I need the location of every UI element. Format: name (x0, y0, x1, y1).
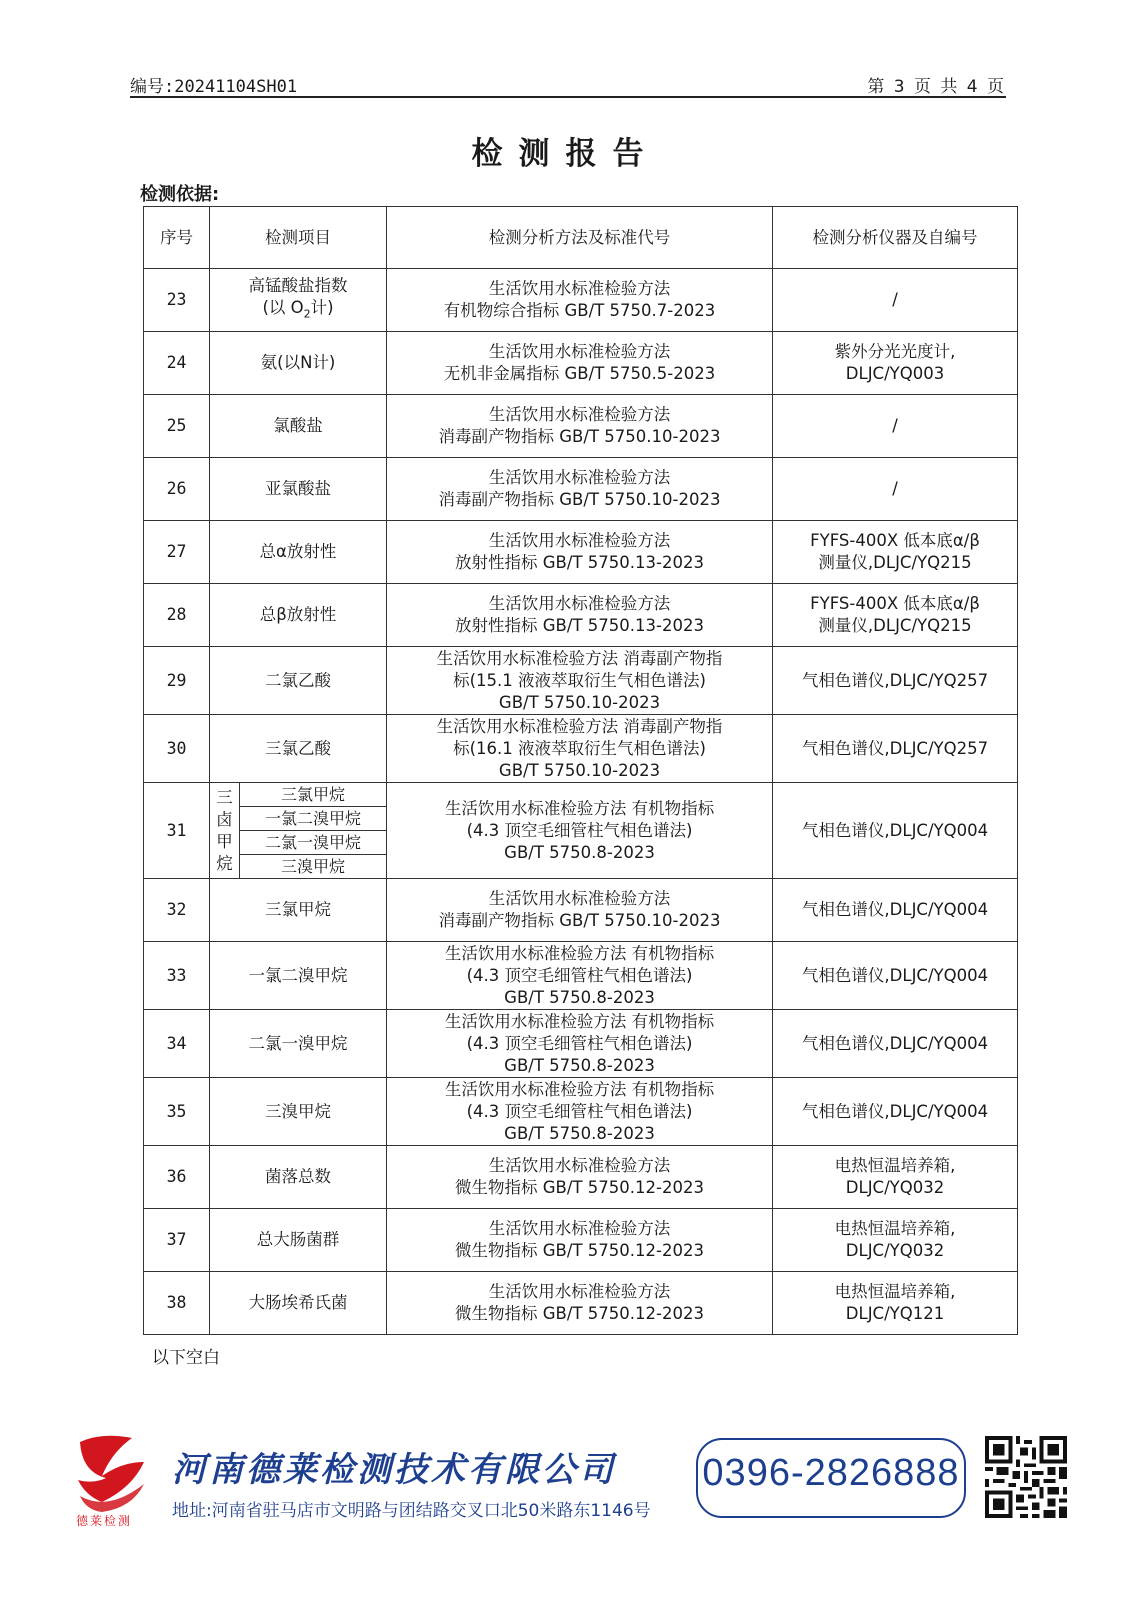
method-line: 标(16.1 液液萃取衍生气相色谱法) (453, 738, 706, 758)
method-line: 生活饮用水标准检验方法 (488, 1282, 671, 1301)
row-no: 35 (144, 1078, 210, 1146)
method-line: 无机非金属指标 GB/T 5750.5-2023 (443, 364, 716, 383)
company-phone: 0396-2826888 (702, 1452, 960, 1494)
blank-note: 以下空白 (152, 1348, 220, 1368)
row-instrument (773, 269, 1018, 332)
method-line: 微生物指标 GB/T 5750.12-2023 (455, 1178, 704, 1197)
row-item: 大肠埃希氏菌 (210, 1272, 387, 1335)
row-method (387, 1010, 773, 1078)
table-row (144, 1209, 1018, 1272)
method-line: 放射性指标 GB/T 5750.13-2023 (455, 553, 704, 572)
method-line: 生活饮用水标准检验方法 (488, 342, 671, 361)
table-row (144, 332, 1018, 395)
instrument-line: DLJC/YQ003 (845, 364, 945, 383)
instrument-line: FYFS-400X 低本底α/β (810, 594, 980, 613)
instrument-line: 电热恒温培养箱, (834, 1282, 956, 1301)
item-line: 高锰酸盐指数 (248, 275, 348, 295)
row-item: 总大肠菌群 (210, 1209, 387, 1272)
page-info: 第 3 页 共 4 页 (867, 77, 1006, 97)
row-instrument (773, 1078, 1018, 1146)
table-row (144, 269, 1018, 332)
row-no: 31 (144, 783, 210, 879)
row-no: 33 (144, 942, 210, 1010)
row-instrument (773, 1146, 1018, 1209)
method-line: GB/T 5750.8-2023 (504, 1055, 655, 1075)
doc-number: 编号:20241104SH01 (130, 77, 298, 97)
row-method (387, 879, 773, 942)
instrument-line: DLJC/YQ032 (845, 1241, 945, 1260)
dela-logo-icon (72, 1432, 150, 1522)
row-no: 26 (144, 458, 210, 521)
method-line: 有机物综合指标 GB/T 5750.7-2023 (443, 301, 716, 320)
row-item: 菌落总数 (210, 1146, 387, 1209)
doc-title: 检测报告 (471, 136, 660, 172)
group-label (210, 783, 240, 879)
method-line: 生活饮用水标准检验方法 有机物指标 (444, 1011, 715, 1031)
row-instrument (773, 647, 1018, 715)
method-line: 微生物指标 GB/T 5750.12-2023 (455, 1304, 704, 1323)
table-row (144, 715, 1018, 783)
method-line: 生活饮用水标准检验方法 (488, 405, 671, 424)
method-line: 生活饮用水标准检验方法 (488, 889, 671, 908)
company-name: 河南德莱检测技术有限公司 (172, 1450, 616, 1490)
report-table (143, 206, 1018, 1335)
row-instrument (773, 584, 1018, 647)
row-method (387, 1272, 773, 1335)
table-row (144, 1078, 1018, 1146)
method-line: GB/T 5750.10-2023 (498, 692, 661, 712)
row-no: 25 (144, 395, 210, 458)
table-row (144, 521, 1018, 584)
row-instrument (773, 332, 1018, 395)
row-instrument (773, 1209, 1018, 1272)
row-method (387, 521, 773, 584)
table-row (144, 879, 1018, 942)
item-line-formula (212, 297, 384, 325)
instrument-line: 紫外分光光度计, (834, 342, 956, 361)
row-instrument (773, 395, 1018, 458)
row-item: 三氯乙酸 (210, 715, 387, 783)
item-post: 计) (310, 297, 334, 317)
row-method (387, 395, 773, 458)
method-line: 生活饮用水标准检验方法 (488, 468, 671, 487)
instrument-line: DLJC/YQ121 (845, 1304, 945, 1323)
row-instrument (773, 715, 1018, 783)
method-line: GB/T 5750.8-2023 (504, 987, 655, 1007)
row-no: 38 (144, 1272, 210, 1335)
row-instrument (773, 521, 1018, 584)
instrument-line: DLJC/YQ032 (845, 1178, 945, 1197)
row-no: 28 (144, 584, 210, 647)
company-address: 地址:河南省驻马店市文明路与团结路交叉口北50米路东1146号 (172, 1501, 651, 1521)
method-line: (4.3 顶空毛细管柱气相色谱法) (466, 1101, 693, 1121)
row-instrument (773, 458, 1018, 521)
method-line: GB/T 5750.10-2023 (498, 760, 661, 780)
subitem: 一氯二溴甲烷 (240, 807, 387, 831)
instrument-line: 气相色谱仪,DLJC/YQ004 (801, 1033, 989, 1053)
method-line: 消毒副产物指标 GB/T 5750.10-2023 (438, 490, 721, 509)
table-row (144, 458, 1018, 521)
instrument-line: 气相色谱仪,DLJC/YQ004 (801, 965, 989, 985)
method-line: 生活饮用水标准检验方法 (488, 531, 671, 550)
row-no: 34 (144, 1010, 210, 1078)
row-instrument (773, 942, 1018, 1010)
method-line: GB/T 5750.8-2023 (504, 1123, 655, 1143)
row-item (210, 269, 387, 332)
method-line: 放射性指标 GB/T 5750.13-2023 (455, 616, 704, 635)
table-row (144, 1272, 1018, 1335)
group-char: 甲 (216, 831, 233, 851)
method-line: 生活饮用水标准检验方法 (488, 279, 671, 298)
row-method (387, 942, 773, 1010)
phone-box (696, 1438, 966, 1518)
instrument-line: / (892, 479, 898, 498)
method-line: 生活饮用水标准检验方法 有机物指标 (444, 1079, 715, 1099)
method-line: 消毒副产物指标 GB/T 5750.10-2023 (438, 427, 721, 446)
row-item: 二氯一溴甲烷 (210, 1010, 387, 1078)
header-method: 检测分析方法及标准代号 (387, 207, 773, 269)
row-method (387, 584, 773, 647)
group-char: 卤 (216, 809, 233, 829)
instrument-line: 气相色谱仪,DLJC/YQ004 (801, 1101, 989, 1121)
row-no: 29 (144, 647, 210, 715)
table-row (144, 1010, 1018, 1078)
method-line: (4.3 顶空毛细管柱气相色谱法) (466, 1033, 693, 1053)
instrument-line: 气相色谱仪,DLJC/YQ004 (801, 820, 989, 840)
page-header (130, 72, 1006, 98)
row-method (387, 647, 773, 715)
row-no: 32 (144, 879, 210, 942)
header-no: 序号 (144, 207, 210, 269)
table-row (144, 783, 1018, 807)
row-method (387, 783, 773, 879)
qr-code-icon (985, 1436, 1067, 1518)
instrument-line: 气相色谱仪,DLJC/YQ004 (801, 900, 989, 919)
subitem: 三溴甲烷 (240, 855, 387, 879)
row-instrument (773, 879, 1018, 942)
table-row (144, 395, 1018, 458)
instrument-line: 气相色谱仪,DLJC/YQ257 (801, 738, 989, 758)
subitem: 三氯甲烷 (240, 783, 387, 807)
row-no: 37 (144, 1209, 210, 1272)
group-char: 三 (216, 787, 233, 807)
subitem: 二氯一溴甲烷 (240, 831, 387, 855)
method-line: (4.3 顶空毛细管柱气相色谱法) (466, 820, 693, 840)
row-method (387, 1209, 773, 1272)
row-instrument (773, 783, 1018, 879)
method-line: 生活饮用水标准检验方法 (488, 1156, 671, 1175)
company-footer (72, 1432, 1072, 1542)
row-item: 总α放射性 (210, 521, 387, 584)
group-char: 烷 (216, 853, 233, 873)
method-line: 生活饮用水标准检验方法 有机物指标 (444, 798, 715, 818)
method-line: 消毒副产物指标 GB/T 5750.10-2023 (438, 911, 721, 930)
header-item: 检测项目 (210, 207, 387, 269)
table-row (144, 647, 1018, 715)
item-pre: (以 O (262, 297, 304, 317)
row-item: 三溴甲烷 (210, 1078, 387, 1146)
instrument-line: / (892, 416, 898, 435)
row-no: 36 (144, 1146, 210, 1209)
table-row (144, 584, 1018, 647)
row-instrument (773, 1010, 1018, 1078)
basis-label: 检测依据: (140, 184, 220, 205)
table-row (144, 942, 1018, 1010)
row-method (387, 269, 773, 332)
row-instrument (773, 1272, 1018, 1335)
table-header-row (144, 207, 1018, 269)
row-item: 氯酸盐 (210, 395, 387, 458)
method-line: 微生物指标 GB/T 5750.12-2023 (455, 1241, 704, 1260)
row-item: 一氯二溴甲烷 (210, 942, 387, 1010)
table-row (144, 1146, 1018, 1209)
row-item: 氨(以N计) (210, 332, 387, 395)
method-line: 生活饮用水标准检验方法 消毒副产物指 (436, 648, 723, 668)
method-line: 标(15.1 液液萃取衍生气相色谱法) (453, 670, 706, 690)
row-method (387, 458, 773, 521)
method-line: 生活饮用水标准检验方法 (488, 1219, 671, 1238)
row-method (387, 1078, 773, 1146)
instrument-line: 电热恒温培养箱, (834, 1219, 956, 1238)
method-line: 生活饮用水标准检验方法 (488, 594, 671, 613)
row-item: 三氯甲烷 (210, 879, 387, 942)
row-method (387, 332, 773, 395)
instrument-line: 电热恒温培养箱, (834, 1156, 956, 1175)
row-no: 24 (144, 332, 210, 395)
method-line: GB/T 5750.8-2023 (504, 842, 655, 862)
method-line: 生活饮用水标准检验方法 有机物指标 (444, 943, 715, 963)
header-instrument: 检测分析仪器及自编号 (773, 207, 1018, 269)
row-item: 总β放射性 (210, 584, 387, 647)
instrument-line: FYFS-400X 低本底α/β (810, 531, 980, 550)
row-item: 二氯乙酸 (210, 647, 387, 715)
row-no: 23 (144, 269, 210, 332)
row-no: 30 (144, 715, 210, 783)
row-no: 27 (144, 521, 210, 584)
instrument-line: 测量仪,DLJC/YQ215 (818, 616, 972, 635)
row-method (387, 715, 773, 783)
item-sub: 2 (303, 307, 311, 321)
instrument-line: / (892, 290, 898, 309)
row-method (387, 1146, 773, 1209)
instrument-line: 测量仪,DLJC/YQ215 (818, 553, 972, 572)
instrument-line: 气相色谱仪,DLJC/YQ257 (801, 670, 989, 690)
logo-caption: 德莱检测 (76, 1514, 133, 1528)
row-item: 亚氯酸盐 (210, 458, 387, 521)
method-line: 生活饮用水标准检验方法 消毒副产物指 (436, 716, 723, 736)
method-line: (4.3 顶空毛细管柱气相色谱法) (466, 965, 693, 985)
